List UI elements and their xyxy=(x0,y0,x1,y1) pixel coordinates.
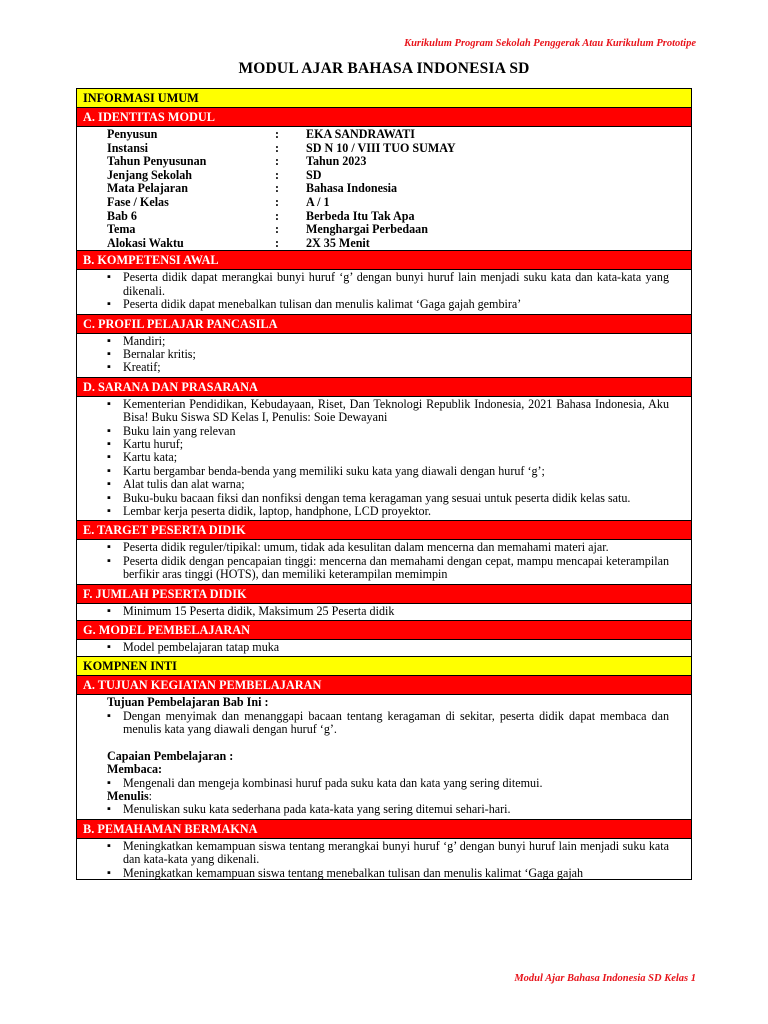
kompetensi-list xyxy=(76,269,692,314)
list-item: ▪ Buku-buku bacaan fiksi dan nonfiksi dengan tema keragaman yang sesuai untuk peserta didik kelas satu. xyxy=(107,492,669,505)
identitas-row: Jenjang Sekolah : SD xyxy=(107,167,322,182)
identitas-row: Alokasi Waktu : 2X 35 Menit xyxy=(107,235,370,250)
list-item: ▪ Peserta didik dapat merangkai bunyi huruf ‘g’ dengan bunyi huruf lain menjadi suku kata dan kata-kata yang dikenali. xyxy=(107,271,669,298)
list-item: ▪ Peserta didik reguler/tipikal: umum, tidak ada kesulitan dalam mencerna dan memahami materi ajar. xyxy=(107,541,669,554)
jumlah-list xyxy=(76,603,692,621)
identitas-row: Fase / Kelas : A / 1 xyxy=(107,194,330,209)
identitas-row: Instansi : SD N 10 / VIII TUO SUMAY xyxy=(107,140,456,155)
list-item: ▪ Kementerian Pendidikan, Kebudayaan, Riset, Dan Teknologi Republik Indonesia, 2021 Bahasa Indonesia, Aku Bisa! Buku Siswa SD Kelas I, Penulis: Soie Dewayani xyxy=(107,398,669,425)
pemahaman-list xyxy=(76,838,692,880)
list-item: ▪ Peserta didik dengan pencapaian tinggi: mencerna dan memahami dengan cepat, mampu mencapai keterampilan berfikir aras tinggi (HOTS), dan memiliki keterampilan memimpin xyxy=(107,555,669,582)
section-pemahaman-bermakna: B. PEMAHAMAN BERMAKNA xyxy=(76,819,692,839)
section-informasi-umum: INFORMASI UMUM xyxy=(76,88,692,108)
section-jumlah-peserta: F. JUMLAH PESERTA DIDIK xyxy=(76,584,692,604)
subheading: Menulis: xyxy=(107,788,153,803)
list-item: ▪ Mandiri; xyxy=(107,335,669,348)
list-item: ▪ Kreatif; xyxy=(107,361,669,374)
identitas-row: Mata Pelajaran : Bahasa Indonesia xyxy=(107,181,398,196)
list-item: ▪ Mengenali dan mengeja kombinasi huruf pada suku kata dan kata yang sering ditemui. xyxy=(107,777,669,790)
list-item: ▪ Alat tulis dan alat warna; xyxy=(107,478,669,491)
list-item: ▪ Kartu huruf; xyxy=(107,438,669,451)
section-profil-pelajar: C. PROFIL PELAJAR PANCASILA xyxy=(76,314,692,334)
identitas-row: Penyusun : EKA SANDRAWATI xyxy=(107,127,415,141)
section-tujuan-kegiatan: A. TUJUAN KEGIATAN PEMBELAJARAN xyxy=(76,675,692,695)
model-list xyxy=(76,639,692,657)
header-note: Kurikulum Program Sekolah Penggerak Atau Kurikulum Prototipe xyxy=(404,38,696,49)
list-item: ▪ Meningkatkan kemampuan siswa tentang menebalkan tulisan dan menulis kalimat ‘Gaga gajah xyxy=(107,867,669,880)
list-item: ▪ Minimum 15 Peserta didik, Maksimum 25 Peserta didik xyxy=(107,605,669,618)
identitas-table xyxy=(76,126,692,251)
section-target-peserta: E. TARGET PESERTA DIDIK xyxy=(76,520,692,540)
list-item: ▪ Lembar kerja peserta didik, laptop, handphone, LCD proyektor. xyxy=(107,505,669,518)
section-kompetensi-awal: B. KOMPETENSI AWAL xyxy=(76,250,692,270)
list-item: ▪ Kartu kata; xyxy=(107,451,669,464)
footer-note: Modul Ajar Bahasa Indonesia SD Kelas 1 xyxy=(514,973,696,984)
section-komponen-inti: KOMPNEN INTI xyxy=(76,656,692,676)
subheading: Tujuan Pembelajaran Bab Ini : xyxy=(107,695,269,710)
target-list xyxy=(76,539,692,584)
section-model-pembelajaran: G. MODEL PEMBELAJARAN xyxy=(76,620,692,640)
tujuan-content xyxy=(76,694,692,819)
list-item: ▪ Meningkatkan kemampuan siswa tentang merangkai bunyi huruf ‘g’ dengan bunyi huruf lain menjadi suku kata dan kata-kata yang dikenali. xyxy=(107,840,669,867)
identitas-row: Bab 6 : Berbeda Itu Tak Apa xyxy=(107,208,415,223)
list-item: ▪ Dengan menyimak dan menanggapi bacaan tentang keragaman di sekitar, peserta didik dapat membaca dan menulis kata yang diawali dengan huruf ‘g’. xyxy=(107,710,669,737)
list-item: ▪ Bernalar kritis; xyxy=(107,348,669,361)
list-item: ▪ Model pembelajaran tatap muka xyxy=(107,641,669,654)
list-item: ▪ Buku lain yang relevan xyxy=(107,425,669,438)
section-sarana-prasarana: D. SARANA DAN PRASARANA xyxy=(76,377,692,397)
subheading: Capaian Pembelajaran : xyxy=(107,748,234,763)
subheading: Membaca: xyxy=(107,762,163,777)
section-identitas-modul: A. IDENTITAS MODUL xyxy=(76,107,692,127)
module-document xyxy=(76,89,692,880)
list-item: ▪ Kartu bergambar benda-benda yang memiliki suku kata yang diawali dengan huruf ‘g’; xyxy=(107,465,669,478)
sarana-list xyxy=(76,396,692,522)
identitas-row: Tahun Penyusunan : Tahun 2023 xyxy=(107,154,367,169)
profil-list xyxy=(76,333,692,378)
list-item: ▪ Peserta didik dapat menebalkan tulisan dan menulis kalimat ‘Gaga gajah gembira’ xyxy=(107,298,669,311)
identitas-row: Tema : Menghargai Perbedaan xyxy=(107,222,428,237)
page-title: MODUL AJAR BAHASA INDONESIA SD xyxy=(238,60,530,77)
list-item: ▪ Menuliskan suku kata sederhana pada kata-kata yang sering ditemui sehari-hari. xyxy=(107,803,669,816)
